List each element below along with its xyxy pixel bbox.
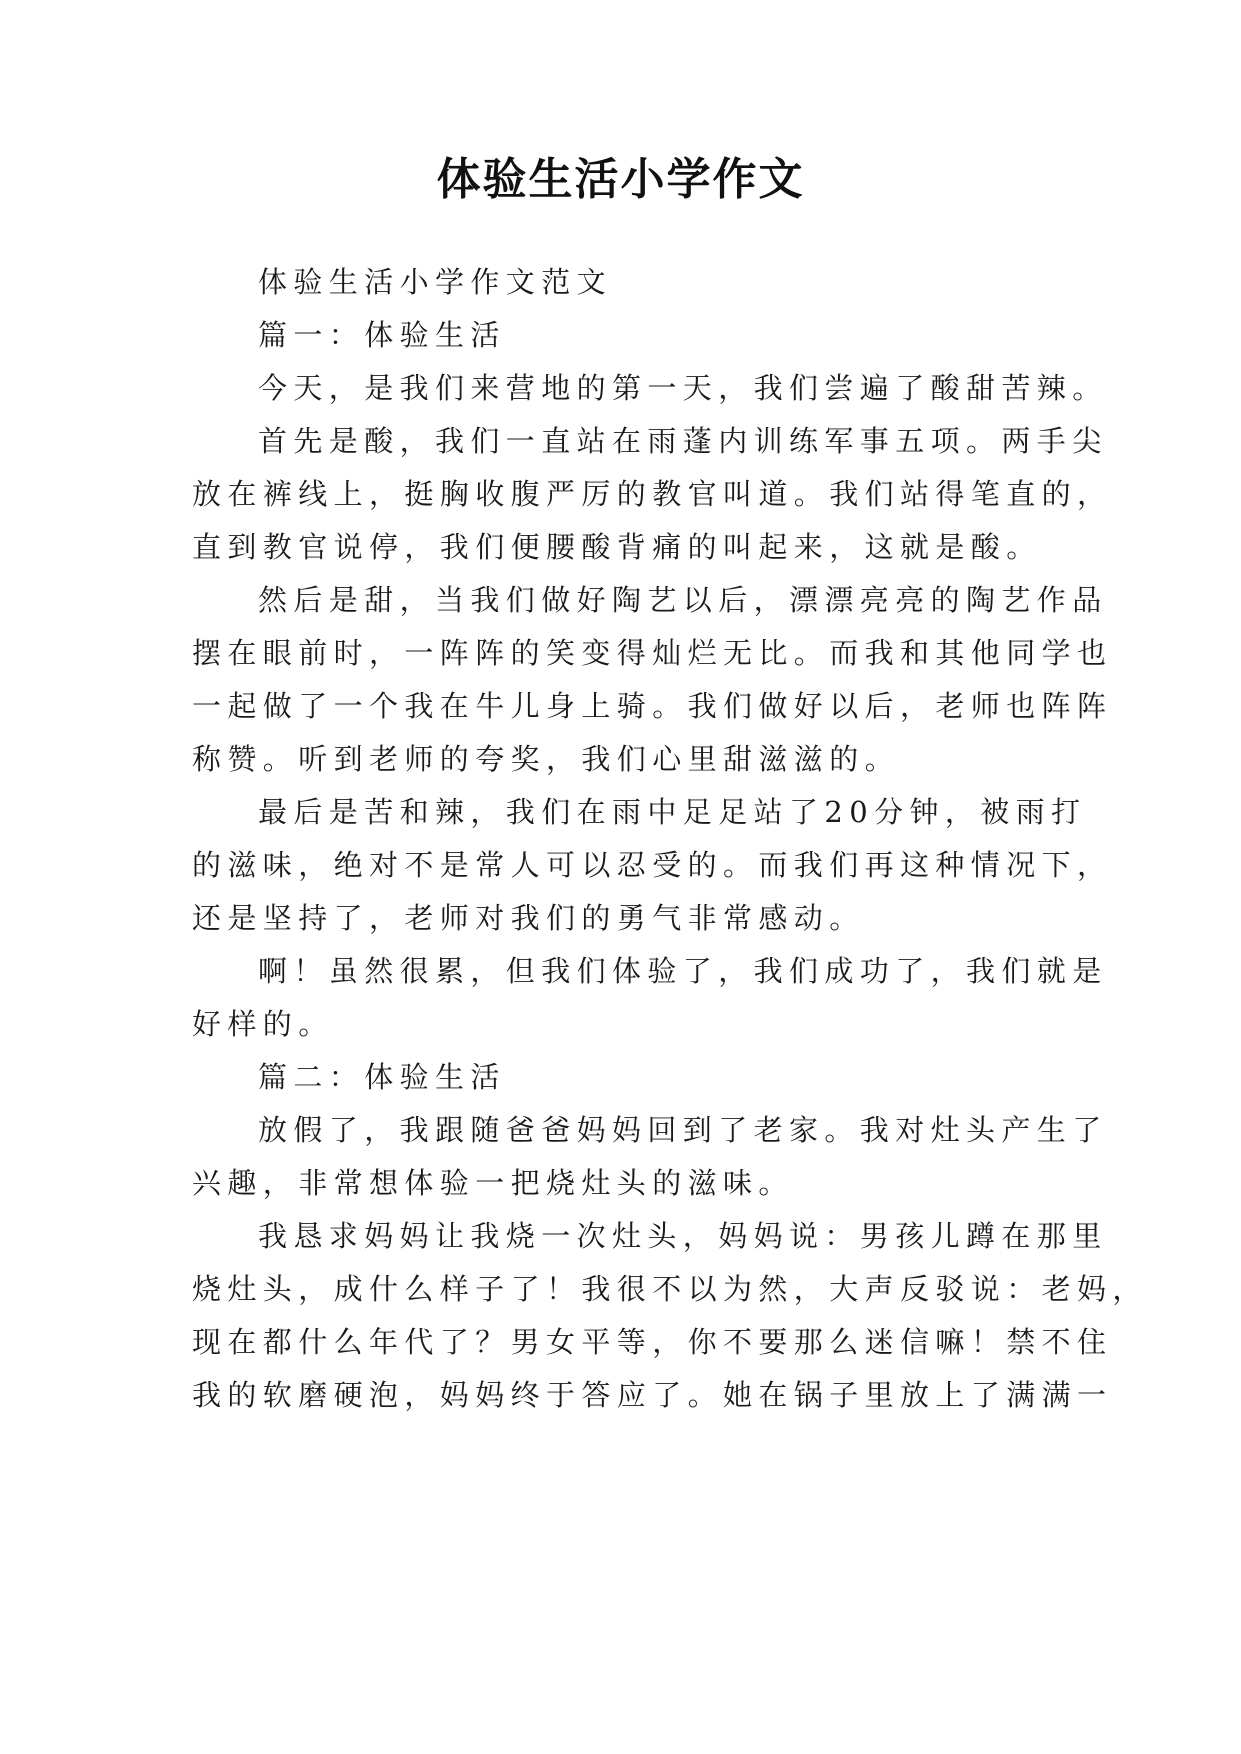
paragraph-line: 现在都什么年代了？男女平等，你不要那么迷信嘛！禁不住 — [192, 1325, 1113, 1359]
paragraph-line: 啊！虽然很累，但我们体验了，我们成功了，我们就是 — [258, 954, 1108, 988]
paragraph-line: 好样的。 — [192, 1007, 334, 1041]
paragraph-line: 首先是酸，我们一直站在雨蓬内训练军事五项。两手尖 — [258, 424, 1108, 458]
paragraph-line: 放在裤线上，挺胸收腹严厉的教官叫道。我们站得笔直的， — [192, 477, 1113, 511]
document-title: 体验生活小学作文 — [436, 154, 805, 205]
paragraph-line: 我的软磨硬泡，妈妈终于答应了。她在锅子里放上了满满一 — [192, 1378, 1113, 1412]
paragraph-line: 今天，是我们来营地的第一天，我们尝遍了酸甜苦辣。 — [258, 371, 1108, 405]
paragraph-line: 直到教官说停，我们便腰酸背痛的叫起来，这就是酸。 — [192, 530, 1042, 564]
paragraph-line: 然后是甜，当我们做好陶艺以后，漂漂亮亮的陶艺作品 — [258, 583, 1108, 617]
paragraph-line: 还是坚持了，老师对我们的勇气非常感动。 — [192, 901, 865, 935]
paragraph-line: 烧灶头，成什么样子了！我很不以为然，大声反驳说：老妈， — [192, 1272, 1148, 1306]
section-heading-1: 篇一：体验生活 — [258, 318, 506, 352]
paragraph-line: 最后是苦和辣，我们在雨中足足站了20分钟，被雨打 — [258, 795, 1087, 829]
paragraph-line: 摆在眼前时，一阵阵的笑变得灿烂无比。而我和其他同学也 — [192, 636, 1113, 670]
section-heading-2: 篇二：体验生活 — [258, 1060, 506, 1094]
paragraph-line: 一起做了一个我在牛儿身上骑。我们做好以后，老师也阵阵 — [192, 689, 1113, 723]
subtitle-line: 体验生活小学作文范文 — [258, 265, 613, 299]
paragraph-line: 放假了，我跟随爸爸妈妈回到了老家。我对灶头产生了 — [258, 1113, 1108, 1147]
paragraph-line: 称赞。听到老师的夸奖，我们心里甜滋滋的。 — [192, 742, 901, 776]
paragraph-line: 我恳求妈妈让我烧一次灶头，妈妈说：男孩儿蹲在那里 — [258, 1219, 1108, 1253]
paragraph-line: 兴趣，非常想体验一把烧灶头的滋味。 — [192, 1166, 794, 1200]
paragraph-line: 的滋味，绝对不是常人可以忍受的。而我们再这种情况下， — [192, 848, 1113, 882]
